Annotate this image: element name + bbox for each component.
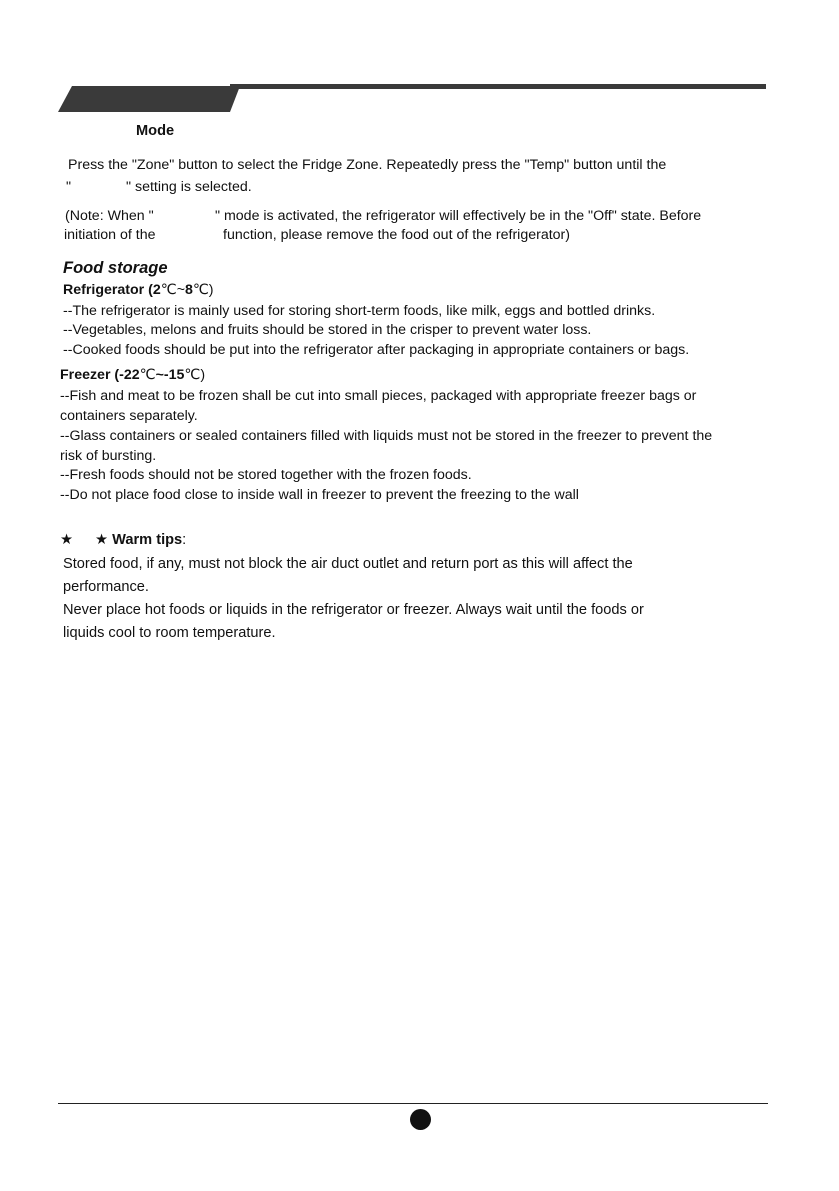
mode-instruction-line-2: " setting is selected. [126,179,252,195]
mode-note-line-1a: (Note: When " [65,208,154,224]
freezer-heading-part-4: ℃) [184,367,206,383]
star-icon: ★ [95,532,109,548]
refrigerator-heading-part-4: ℃) [192,282,214,298]
warm-tips-colon: : [182,532,187,548]
header-rule [230,84,766,89]
freezer-line: risk of bursting. [60,448,157,464]
footer-rule [58,1103,768,1104]
refrigerator-item: --The refrigerator is mainly used for storing short-term foods, like milk, eggs and bottled drinks. [63,303,656,319]
freezer-line: --Fresh foods should not be stored together with the frozen foods. [60,467,472,483]
mode-instruction-line-1: Press the "Zone" button to select the Fridge Zone. Repeatedly press the "Temp" button until the [68,157,667,173]
freezer-heading [60,366,205,384]
mode-instruction-quote-open: " [66,179,72,195]
refrigerator-heading-part-1: Refrigerator (2 [63,282,161,298]
freezer-heading-part-2: ℃ [139,367,156,383]
refrigerator-item: --Cooked foods should be put into the refrigerator after packaging in appropriate containers or bags. [63,342,690,358]
star-icon: ★ [60,532,74,548]
mode-heading: Mode [136,123,175,139]
mode-note-line-1b: " mode is activated, the refrigerator will effectively be in the "Off" state. Before [215,208,702,224]
refrigerator-heading [63,281,214,299]
freezer-line: containers separately. [60,408,198,424]
warm-tips-line: Stored food, if any, must not block the air duct outlet and return port as this will affect the [63,556,633,572]
freezer-heading-part-1: Freezer (-22 [60,367,140,383]
freezer-line: --Fish and meat to be frozen shall be cut into small pieces, packaged with appropriate freezer bags or [60,388,697,404]
page-number-badge [410,1109,431,1130]
section-header-tab [58,86,240,112]
food-storage-title: Food storage [63,259,168,277]
warm-tips-line: liquids cool to room temperature. [63,625,276,641]
warm-tips-line: performance. [63,579,149,595]
warm-tips-title: Warm tips [112,532,183,548]
freezer-heading-part-3: ~-15 [155,367,185,383]
warm-tips-heading [95,531,186,549]
warm-tips-line: Never place hot foods or liquids in the refrigerator or freezer. Always wait until the foods or [63,602,644,618]
mode-note-line-2a: initiation of the [64,227,156,243]
refrigerator-heading-part-2: ℃~ [160,282,185,298]
mode-note-line-2b: function, please remove the food out of the refrigerator) [223,227,571,243]
refrigerator-heading-part-3: 8 [184,282,193,298]
refrigerator-item: --Vegetables, melons and fruits should be stored in the crisper to prevent water loss. [63,322,592,338]
freezer-line: --Glass containers or sealed containers filled with liquids must not be stored in the freezer to prevent the [60,428,713,444]
freezer-line: --Do not place food close to inside wall in freezer to prevent the freezing to the wall [60,487,579,503]
